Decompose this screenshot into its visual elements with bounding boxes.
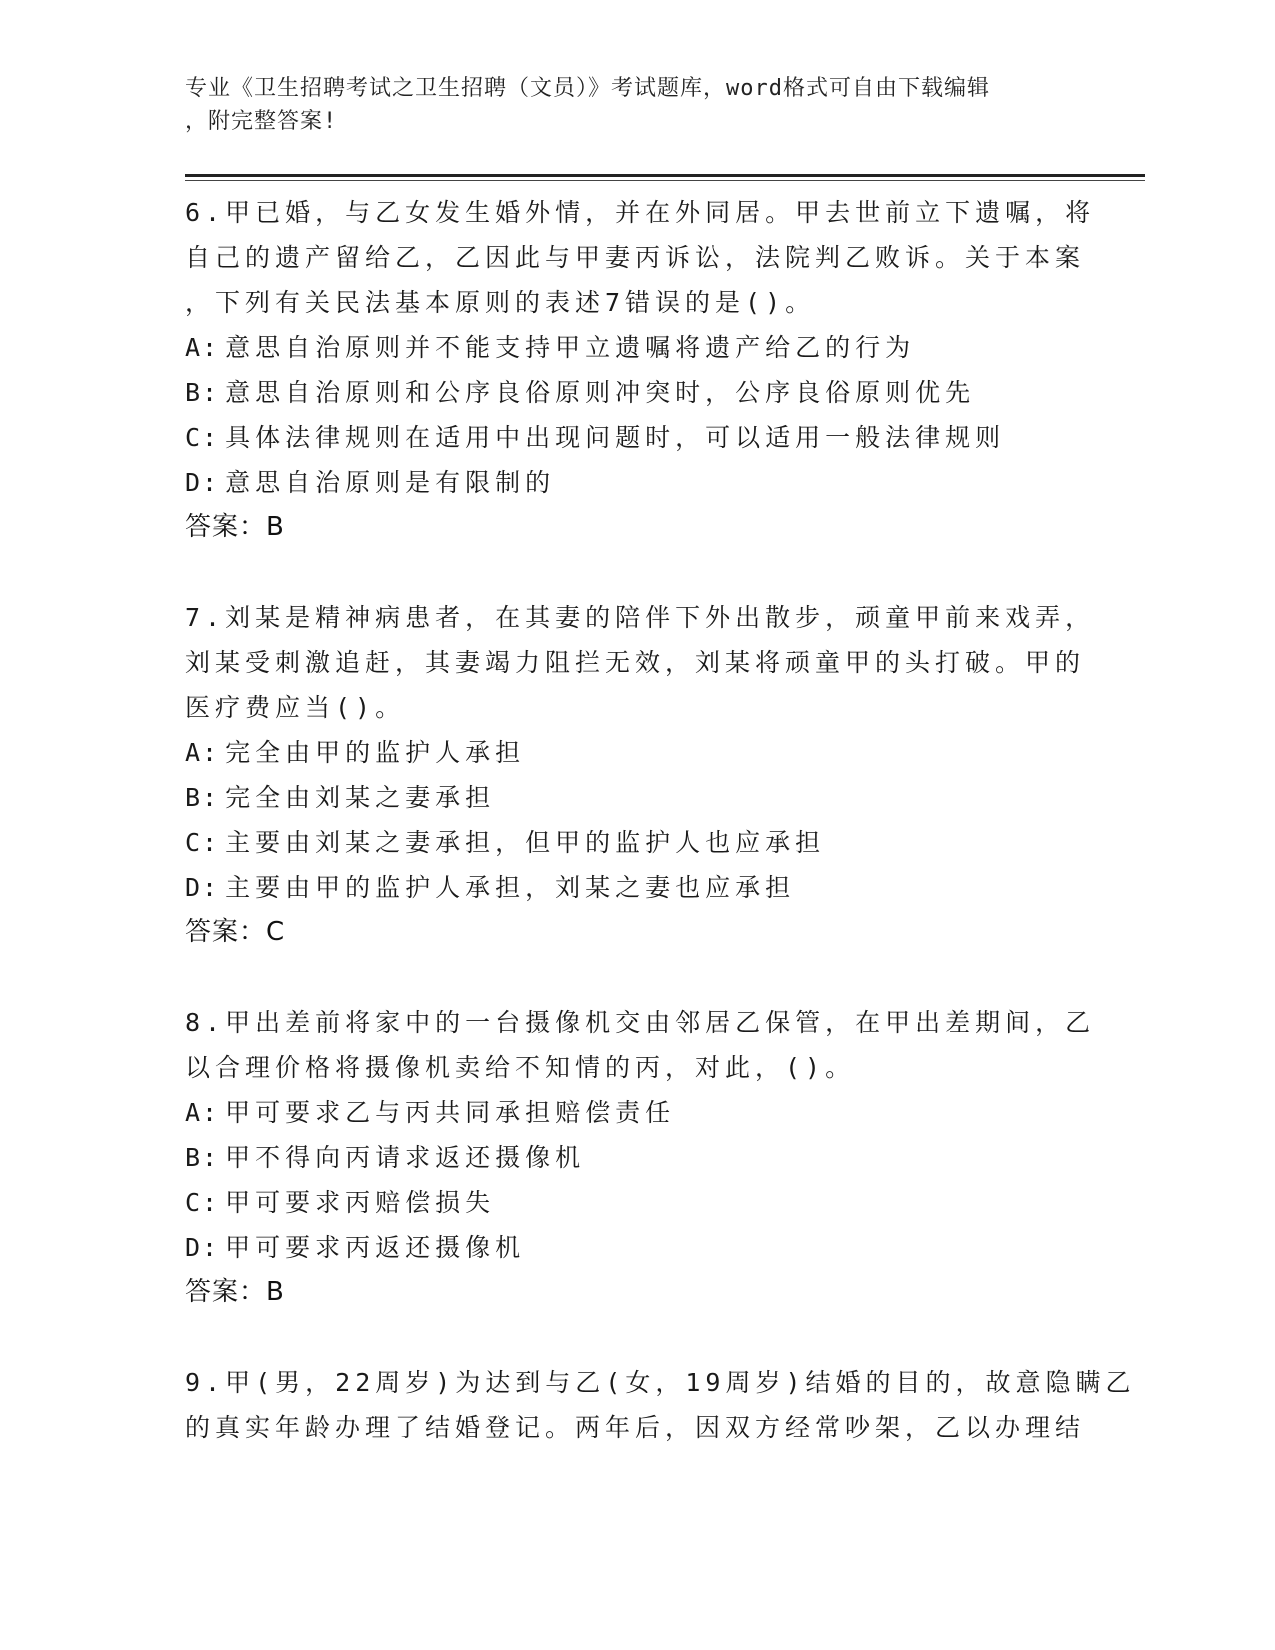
question-7 <box>185 595 1096 955</box>
option-b <box>185 1135 1085 1180</box>
option-letter: B: <box>185 783 220 812</box>
question-8 <box>185 1000 1096 1315</box>
question-stem-line: 9.甲(男，22周岁)为达到与乙(女，19周岁)结婚的目的，故意隐瞒乙 <box>185 1368 1136 1397</box>
option-d <box>185 865 1085 910</box>
option-d <box>185 460 1085 505</box>
option-d <box>185 1225 1085 1270</box>
option-text: 意思自治原则是有限制的 <box>225 468 556 497</box>
question-stem-line: 7.刘某是精神病患者，在其妻的陪伴下外出散步，顽童甲前来戏弄， <box>185 603 1096 632</box>
question-spacer <box>185 955 1085 1000</box>
option-a <box>185 1090 1085 1135</box>
answer-label: 答案：C <box>185 917 286 947</box>
option-text: 意思自治原则和公序良俗原则冲突时，公序良俗原则优先 <box>225 378 976 407</box>
question-stem-line: 自己的遗产留给乙，乙因此与甲妻丙诉讼，法院判乙败诉。关于本案 <box>185 243 1086 272</box>
question-list <box>185 190 1136 1450</box>
option-text: 具体法律规则在适用中出现问题时，可以适用一般法律规则 <box>225 423 1006 452</box>
option-letter: A: <box>185 1098 220 1127</box>
option-text: 主要由甲的监护人承担，刘某之妻也应承担 <box>225 873 796 902</box>
option-a <box>185 730 1085 775</box>
option-c <box>185 415 1085 460</box>
question-stem-line: 的真实年龄办理了结婚登记。两年后，因双方经常吵架，乙以办理结 <box>185 1413 1086 1442</box>
question-stem-line: 以合理价格将摄像机卖给不知情的丙，对此，()。 <box>185 1053 856 1082</box>
option-text: 意思自治原则并不能支持甲立遗嘱将遗产给乙的行为 <box>225 333 916 362</box>
option-letter: C: <box>185 1188 220 1217</box>
header-divider-thin <box>185 180 1145 181</box>
header-divider-thick <box>185 174 1145 177</box>
option-b <box>185 775 1085 820</box>
document-header <box>185 72 1065 138</box>
option-text: 甲可要求丙赔偿损失 <box>225 1188 496 1217</box>
option-b <box>185 370 1085 415</box>
question-stem-line: 6.甲已婚，与乙女发生婚外情，并在外同居。甲去世前立下遗嘱，将 <box>185 198 1096 227</box>
question-9 <box>185 1360 1136 1450</box>
option-text: 完全由甲的监护人承担 <box>225 738 526 767</box>
option-letter: B: <box>185 378 220 407</box>
answer-label: 答案：B <box>185 1277 285 1307</box>
option-letter: A: <box>185 738 220 767</box>
question-stem-line: 医疗费应当()。 <box>185 693 406 722</box>
option-letter: D: <box>185 873 220 902</box>
header-line-2: ，附完整答案! <box>185 109 338 134</box>
option-letter: A: <box>185 333 220 362</box>
question-stem-line: 刘某受刺激追赶，其妻竭力阻拦无效，刘某将顽童甲的头打破。甲的 <box>185 648 1086 677</box>
option-c <box>185 1180 1085 1225</box>
option-letter: C: <box>185 828 220 857</box>
option-text: 主要由刘某之妻承担，但甲的监护人也应承担 <box>225 828 826 857</box>
option-text: 甲可要求乙与丙共同承担赔偿责任 <box>225 1098 676 1127</box>
option-letter: D: <box>185 1233 220 1262</box>
option-text: 甲可要求丙返还摄像机 <box>225 1233 526 1262</box>
question-stem-line: ，下列有关民法基本原则的表述7错误的是()。 <box>185 288 816 317</box>
option-text: 完全由刘某之妻承担 <box>225 783 496 812</box>
option-text: 甲不得向丙请求返还摄像机 <box>225 1143 586 1172</box>
question-spacer <box>185 550 1085 595</box>
option-letter: D: <box>185 468 220 497</box>
question-stem-line: 8.甲出差前将家中的一台摄像机交由邻居乙保管，在甲出差期间，乙 <box>185 1008 1096 1037</box>
option-letter: C: <box>185 423 220 452</box>
answer-label: 答案：B <box>185 512 285 542</box>
question-spacer <box>185 1315 1085 1360</box>
question-6 <box>185 190 1096 550</box>
option-a <box>185 325 1085 370</box>
header-line-1: 专业《卫生招聘考试之卫生招聘（文员）》考试题库，word格式可自由下载编辑 <box>185 76 990 101</box>
option-letter: B: <box>185 1143 220 1172</box>
option-c <box>185 820 1085 865</box>
